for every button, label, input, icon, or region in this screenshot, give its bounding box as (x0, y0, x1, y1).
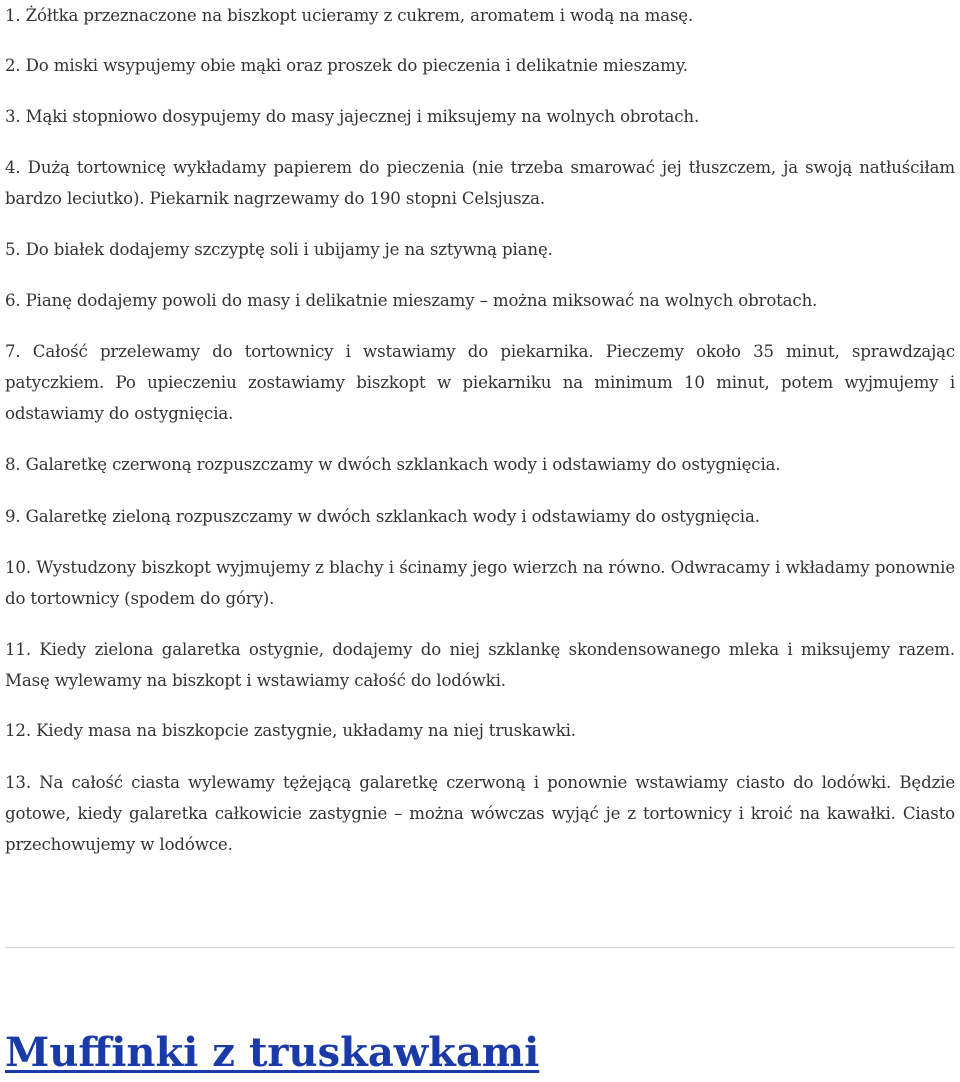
section-divider (5, 947, 955, 948)
step-9: 9. Galaretkę zieloną rozpuszczamy w dwóch szklankach wody i odstawiamy do ostygnięcia. (5, 507, 760, 526)
step-3: 3. Mąki stopniowo dosypujemy do masy jajecznej i miksujemy na wolnych obrotach. (5, 107, 700, 126)
step-5: 5. Do białek dodajemy szczyptę soli i ubijamy je na sztywną pianę. (5, 240, 553, 259)
step-11: 11. Kiedy zielona galaretka ostygnie, dodajemy do niej szklankę skondensowanego mleka i miksujemy razem. Masę wylewamy na biszkopt i wstawiamy całość do lodówki. (5, 640, 955, 690)
step-8: 8. Galaretkę czerwoną rozpuszczamy w dwóch szklankach wody i odstawiamy do ostygnięcia. (5, 455, 781, 474)
step-1: 1. Żółtka przeznaczone na biszkopt ucieramy z cukrem, aromatem i wodą na masę. (5, 6, 694, 25)
step-6: 6. Pianę dodajemy powoli do masy i delikatnie mieszamy – można miksować na wolnych obrotach. (5, 291, 818, 310)
step-12: 12. Kiedy masa na biszkopcie zastygnie, układamy na niej truskawki. (5, 721, 576, 740)
step-2: 2. Do miski wsypujemy obie mąki oraz proszek do pieczenia i delikatnie mieszamy. (5, 56, 688, 75)
step-7: 7. Całość przelewamy do tortownicy i wstawiamy do piekarnika. Pieczemy około 35 minut, sprawdzając patyczkiem. Po upieczeniu zostawiamy biszkopt w piekarniku na minimum 10 minut, potem wyjmujemy i odstawiamy do ostygnięcia. (5, 342, 955, 423)
next-recipe-title-link[interactable]: Muffinki z truskawkami (5, 1029, 540, 1076)
step-4: 4. Dużą tortownicę wykładamy papierem do pieczenia (nie trzeba smarować jej tłuszczem, ja swoją natłuściłam bardzo leciutko). Piekarnik nagrzewamy do 190 stopni Celsjusza. (5, 158, 955, 208)
step-10: 10. Wystudzony biszkopt wyjmujemy z blachy i ścinamy jego wierzch na równo. Odwracamy i wkładamy ponownie do tortownicy (spodem do góry). (5, 558, 955, 608)
step-13: 13. Na całość ciasta wylewamy tężejącą galaretkę czerwoną i ponownie wstawiamy ciasto do lodówki. Będzie gotowe, kiedy galaretka całkowicie zastygnie – można wówczas wyjąć je z tortownicy i kroić na kawałki. Ciasto przechowujemy w lodówce. (5, 773, 955, 854)
